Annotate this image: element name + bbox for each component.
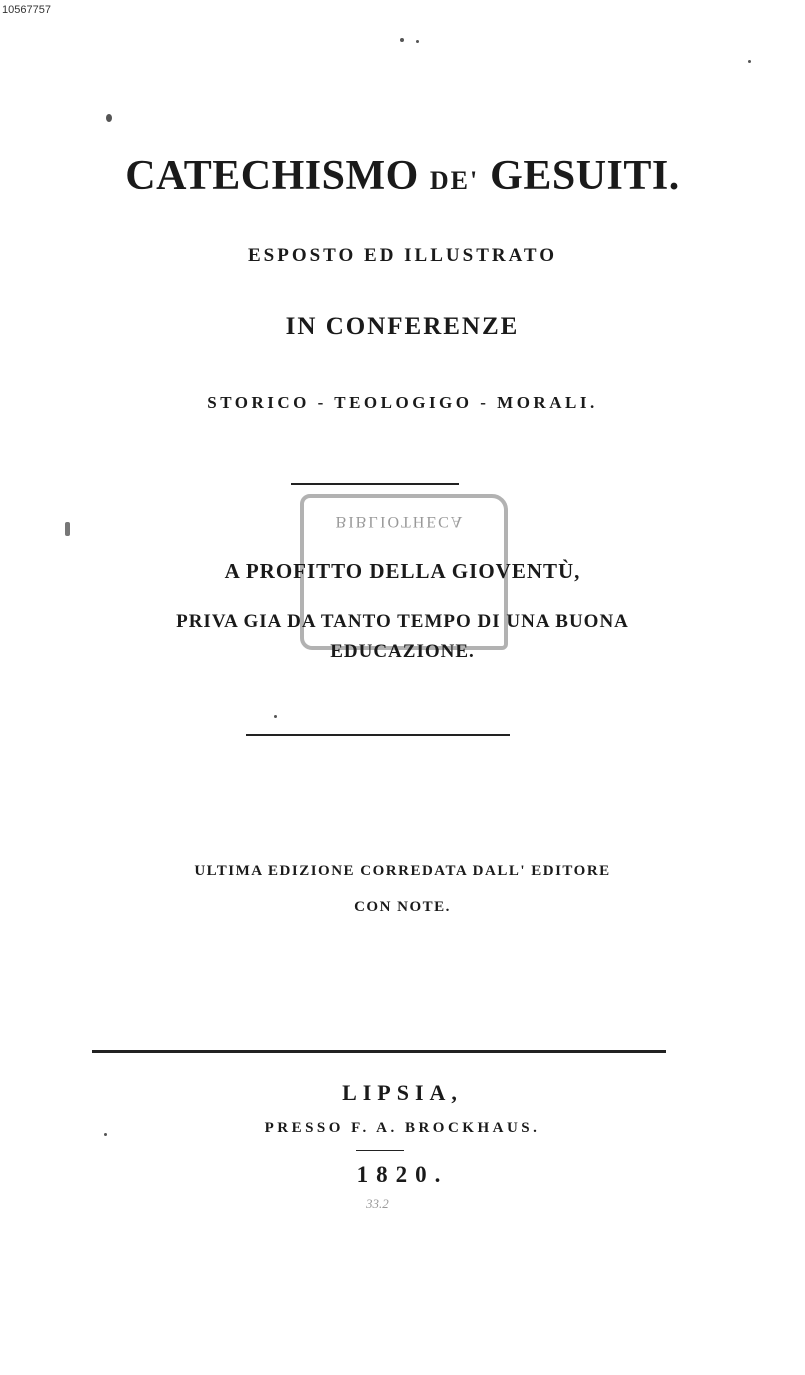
dedication-line-1: A PROFITTO DELLA GIOVENTÙ, [224,559,581,583]
speck [104,1133,107,1136]
scan-id-label: 10567757 [2,4,51,16]
speck [274,715,277,718]
book-title [0,152,805,200]
rule-bottom [92,1050,666,1053]
speck [416,40,419,43]
handwritten-shelfmark: 33.2 [366,1196,389,1211]
imprint-city: LIPSIA, [342,1080,463,1105]
rule-middle [246,734,510,736]
title-main: CATECHISMO [125,153,419,199]
title-de: DE' [429,166,480,195]
dedication-line-2: PRIVA GIA DA TANTO TEMPO DI UNA BUONA [176,611,629,632]
speck [106,114,112,122]
library-stamp-text: BIBLIOTHECA [335,513,465,530]
rule-top [291,483,459,485]
speck [748,60,751,63]
subtitle-line-2: IN CONFERENZE [285,313,520,340]
subtitle-line-3: STORICO - TEOLOGIGO - MORALI. [207,393,598,412]
title-rest: GESUITI. [490,153,680,199]
speck [65,522,70,536]
edition-line-2: CON NOTE. [354,899,451,915]
imprint-publisher: PRESSO F. A. BROCKHAUS. [264,1120,541,1136]
edition-line-1: ULTIMA EDIZIONE CORREDATA DALL' EDITORE [194,863,611,879]
rule-short [356,1150,404,1151]
imprint-year: 1820. [356,1162,449,1187]
subtitle-line-1: ESPOSTO ED ILLUSTRATO [247,245,558,266]
speck [400,38,404,42]
dedication-line-3: EDUCAZIONE. [330,641,475,662]
